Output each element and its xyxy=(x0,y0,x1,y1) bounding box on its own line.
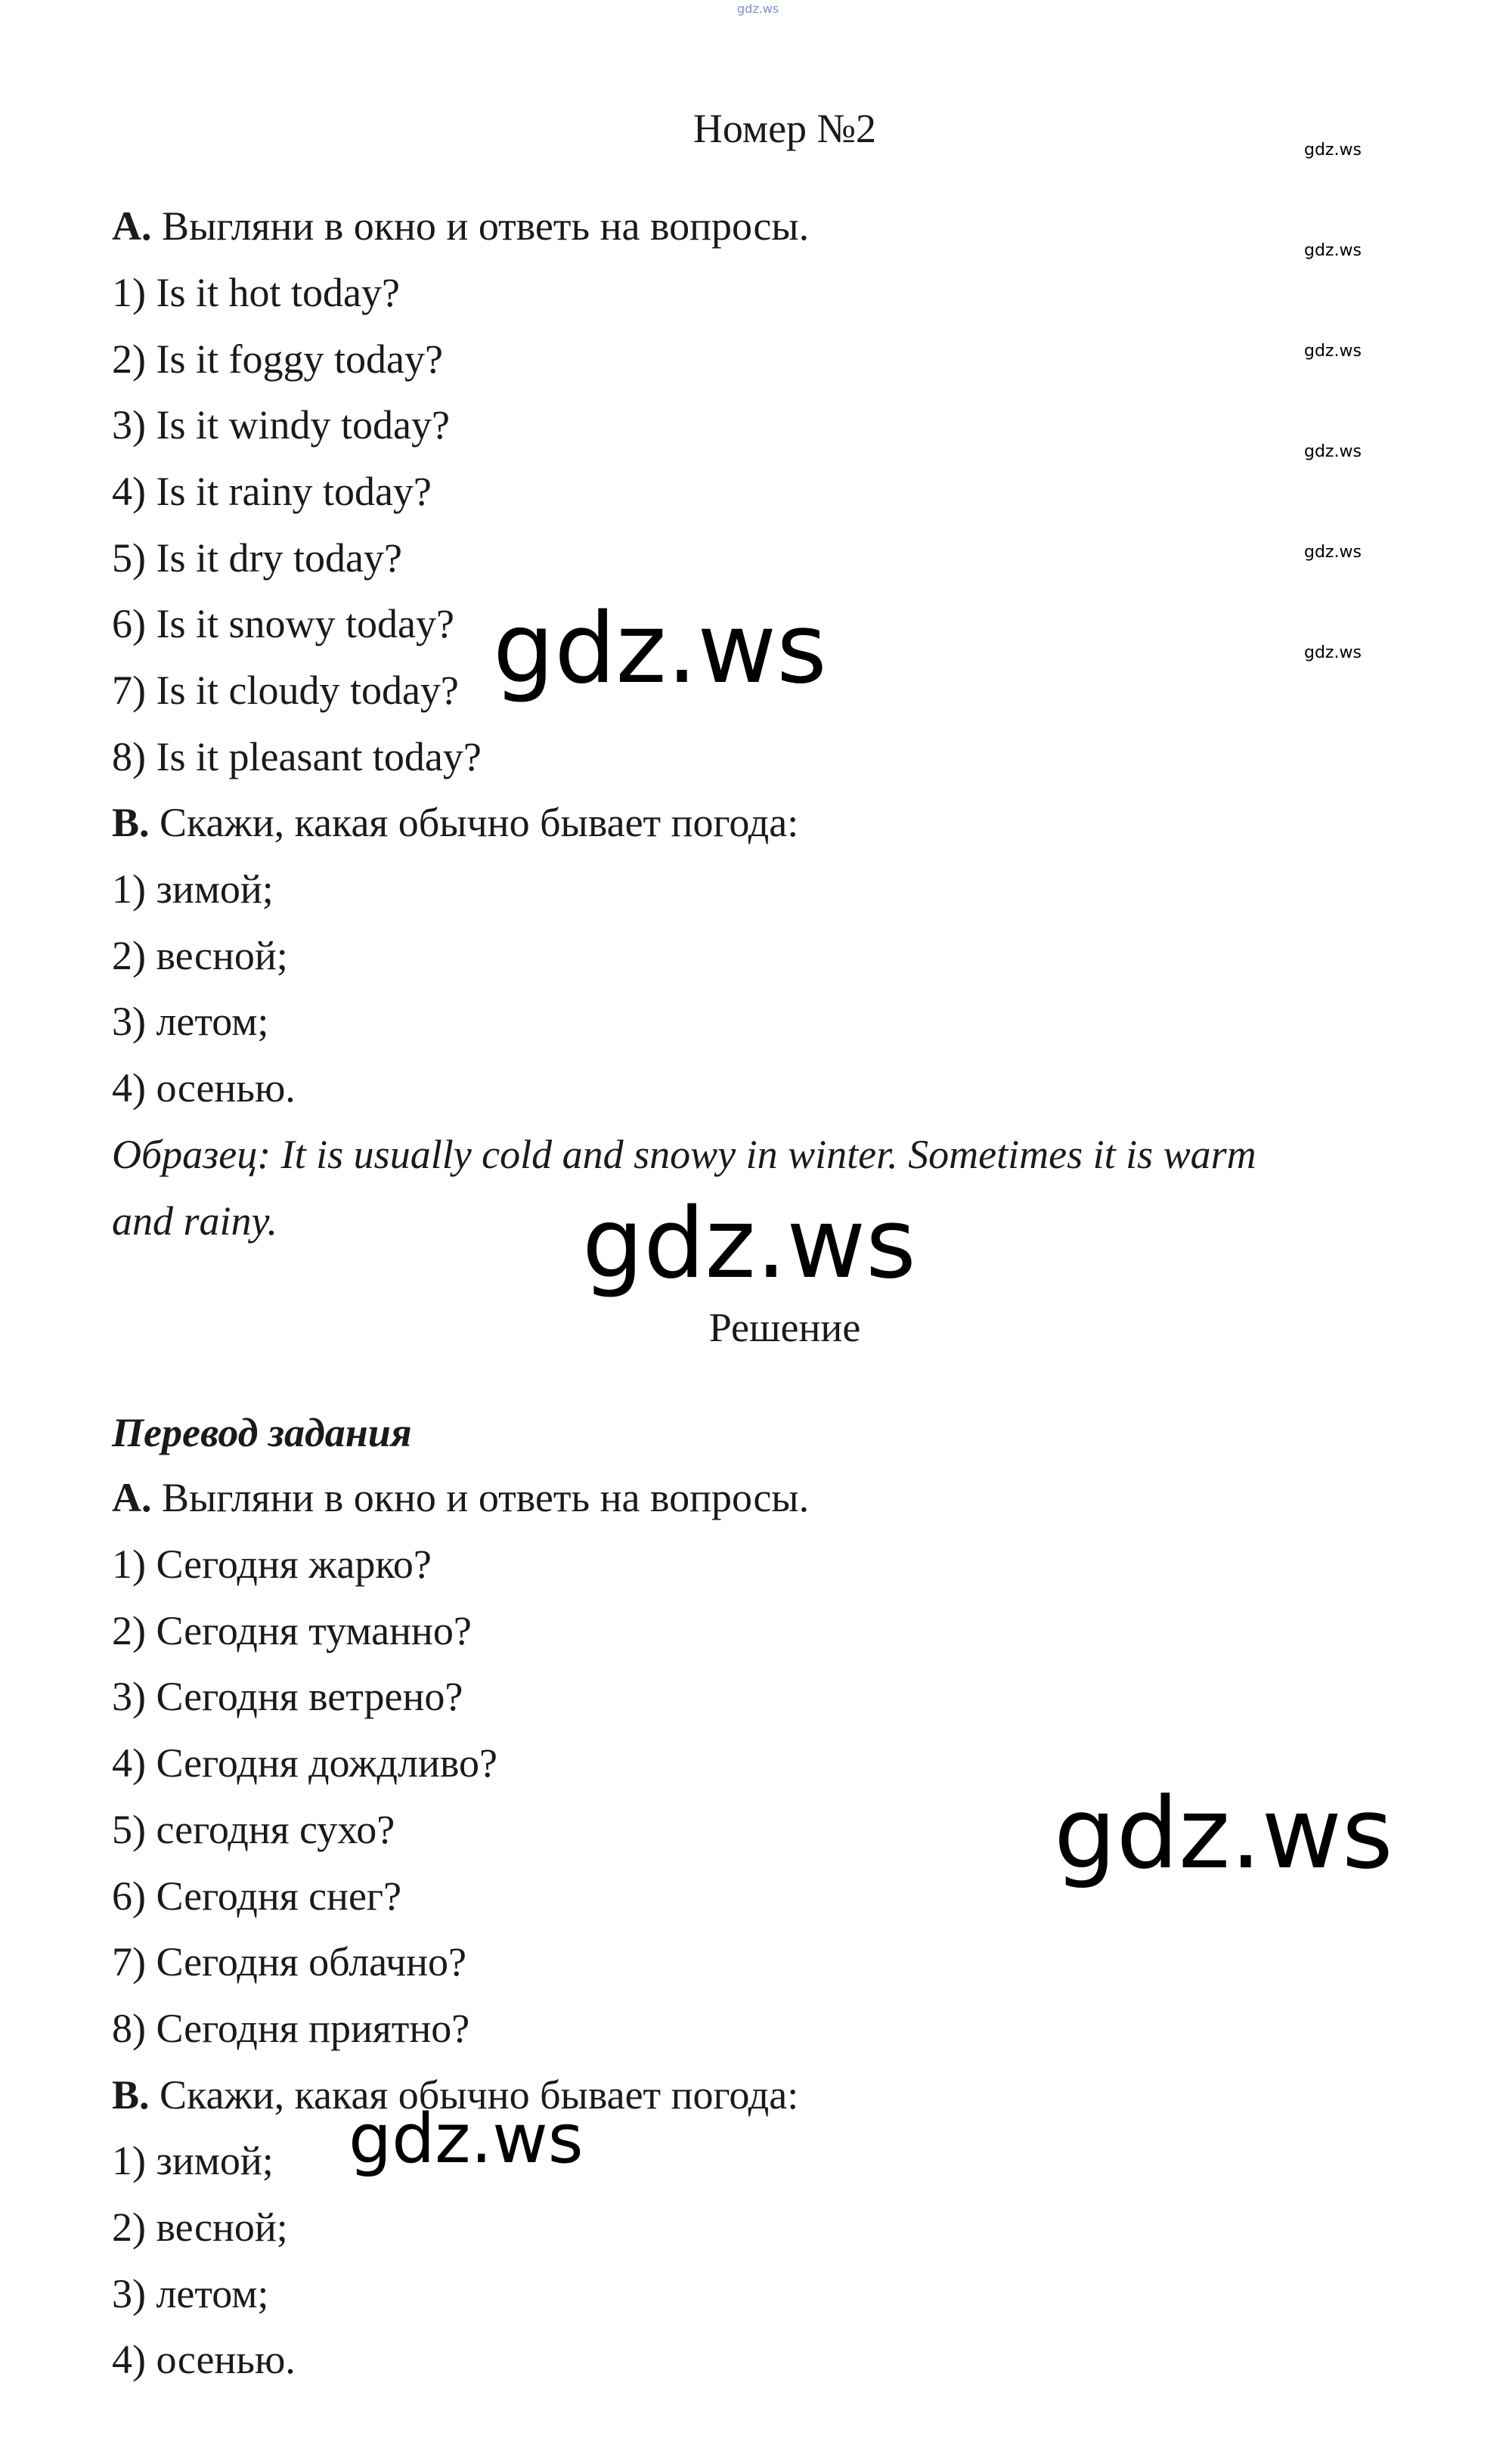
question-7: 7) Is it cloudy today? xyxy=(112,668,459,713)
task-a-heading xyxy=(112,200,809,253)
translation-b-label: В. xyxy=(112,2072,150,2118)
task-a-label: A. xyxy=(112,203,152,249)
sample-line-1: Образец: It is usually cold and snowy in winter. Sometimes it is warm xyxy=(112,1132,1256,1177)
translation-question-5: 5) сегодня сухо? xyxy=(112,1807,395,1852)
translation-a-label: А. xyxy=(112,1475,152,1520)
translation-question-6: 6) Сегодня снег? xyxy=(112,1873,402,1919)
translation-a-text: Выгляни в окно и ответь на вопросы. xyxy=(151,1475,810,1520)
translation-question-8: 8) Сегодня приятно? xyxy=(112,2006,470,2051)
task-b-label: B. xyxy=(112,800,150,845)
translation-b-text: Скажи, какая обычно бывает погода: xyxy=(149,2072,799,2118)
question-5: 5) Is it dry today? xyxy=(112,535,402,581)
task-b-text: Скажи, какая обычно бывает погода: xyxy=(149,800,799,845)
question-3: 3) Is it windy today? xyxy=(112,402,450,448)
translation-question-3: 3) Сегодня ветрено? xyxy=(112,1674,463,1719)
question-6: 6) Is it snowy today? xyxy=(112,601,454,646)
translation-heading: Перевод задания xyxy=(112,1410,412,1455)
small-watermark: gdz.ws xyxy=(1304,543,1362,562)
small-watermark: gdz.ws xyxy=(1304,141,1362,160)
question-1: 1) Is it hot today? xyxy=(112,270,400,315)
translation-question-4: 4) Сегодня дождливо? xyxy=(112,1740,497,1786)
translation-season-4: 4) осенью. xyxy=(112,2337,296,2382)
translation-a-heading xyxy=(112,1471,809,1524)
question-8: 8) Is it pleasant today? xyxy=(112,734,482,779)
translation-question-1: 1) Сегодня жарко? xyxy=(112,1541,432,1587)
big-watermark: gdz.ws xyxy=(582,1188,916,1300)
translation-season-3: 3) летом; xyxy=(112,2271,269,2316)
season-2: 2) весной; xyxy=(112,933,288,978)
season-4: 4) осенью. xyxy=(112,1065,296,1111)
small-watermark: gdz.ws xyxy=(1304,342,1362,361)
translation-season-2: 2) весной; xyxy=(112,2204,288,2250)
sample-line-2: and rainy. xyxy=(112,1198,278,1244)
question-2: 2) Is it foggy today? xyxy=(112,336,443,382)
small-watermark: gdz.ws xyxy=(1304,643,1362,662)
season-1: 1) зимой; xyxy=(112,866,274,912)
translation-question-2: 2) Сегодня туманно? xyxy=(112,1608,472,1653)
task-b-heading xyxy=(112,796,798,849)
small-watermark: gdz.ws xyxy=(1304,442,1362,461)
big-watermark: gdz.ws xyxy=(349,2099,584,2179)
season-3: 3) летом; xyxy=(112,999,269,1044)
big-watermark: gdz.ws xyxy=(493,593,827,705)
top-watermark: gdz.ws xyxy=(737,2,779,16)
translation-question-7: 7) Сегодня облачно? xyxy=(112,1939,466,1984)
task-a-text: Выгляни в окно и ответь на вопросы. xyxy=(151,203,810,249)
big-watermark: gdz.ws xyxy=(1054,1776,1393,1891)
translation-season-1: 1) зимой; xyxy=(112,2138,274,2183)
solution-heading: Решение xyxy=(708,1305,861,1350)
page-title: Номер №2 xyxy=(692,106,877,151)
question-4: 4) Is it rainy today? xyxy=(112,469,432,514)
small-watermark: gdz.ws xyxy=(1304,241,1362,260)
